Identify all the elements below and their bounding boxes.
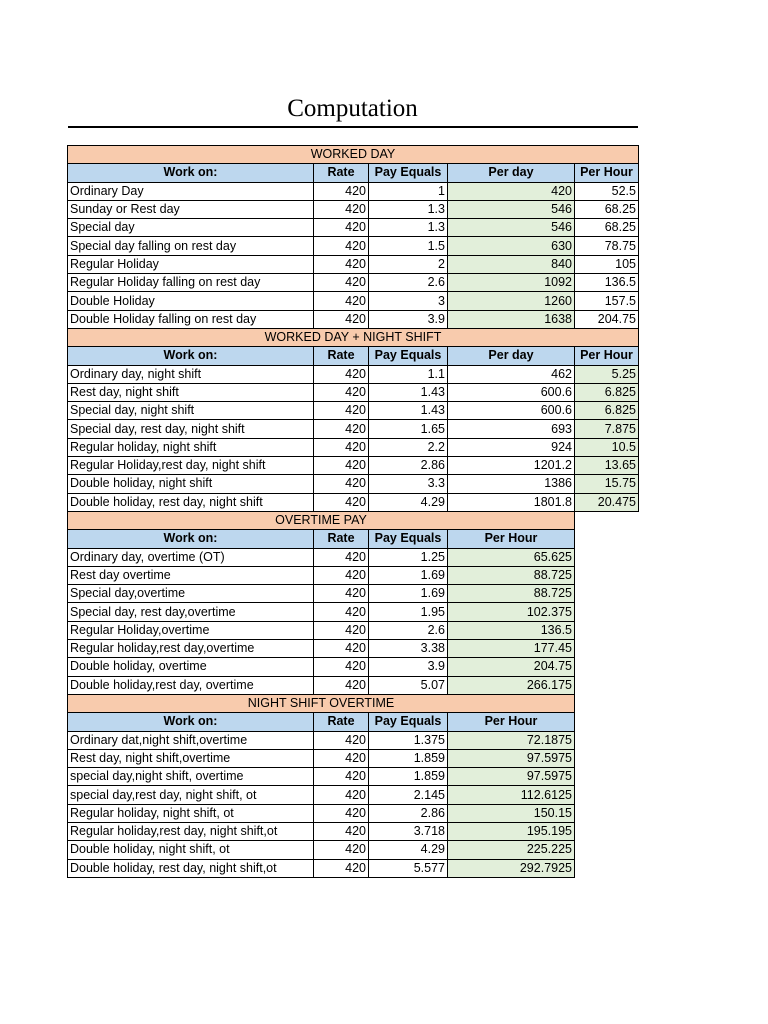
column-header: Pay Equals [369, 713, 448, 731]
work-on-cell: Double holiday,rest day, overtime [68, 676, 314, 694]
per-hour-cell: 7.875 [575, 420, 639, 438]
rate-cell: 420 [314, 475, 369, 493]
work-on-cell: Double holiday, rest day, night shift [68, 493, 314, 511]
pay-equals-cell: 5.07 [369, 676, 448, 694]
per-hour-cell: 78.75 [575, 237, 639, 255]
pay-equals-cell: 1.3 [369, 219, 448, 237]
rate-cell: 420 [314, 200, 369, 218]
per-hour-cell: 102.375 [448, 603, 575, 621]
section-heading: NIGHT SHIFT OVERTIME [68, 694, 575, 712]
work-on-cell: Double Holiday [68, 292, 314, 310]
table-row [68, 731, 639, 749]
rate-cell: 420 [314, 566, 369, 584]
pay-equals-cell: 3.718 [369, 822, 448, 840]
rate-cell: 420 [314, 292, 369, 310]
pay-equals-cell: 5.577 [369, 859, 448, 877]
per-hour-cell: 157.5 [575, 292, 639, 310]
table-row [68, 585, 639, 603]
work-on-cell: Regular holiday,rest day,overtime [68, 640, 314, 658]
table-row [68, 310, 639, 328]
rate-cell: 420 [314, 859, 369, 877]
table-row [68, 438, 639, 456]
work-on-cell: Special day, night shift [68, 402, 314, 420]
work-on-cell: Regular Holiday,overtime [68, 621, 314, 639]
table-row [68, 621, 639, 639]
column-header: Rate [314, 713, 369, 731]
column-header: Pay Equals [369, 530, 448, 548]
pay-equals-cell: 1.5 [369, 237, 448, 255]
rate-cell: 420 [314, 603, 369, 621]
work-on-cell: Special day falling on rest day [68, 237, 314, 255]
per-day-cell: 546 [448, 200, 575, 218]
column-header-row [68, 164, 639, 182]
work-on-cell: special day,rest day, night shift, ot [68, 786, 314, 804]
per-hour-cell: 292.7925 [448, 859, 575, 877]
table-row [68, 841, 639, 859]
rate-cell: 420 [314, 365, 369, 383]
page-title: Computation [287, 95, 418, 122]
per-hour-cell: 15.75 [575, 475, 639, 493]
per-hour-cell: 136.5 [448, 621, 575, 639]
column-header: Work on: [68, 713, 314, 731]
table-row [68, 292, 639, 310]
per-day-cell: 1386 [448, 475, 575, 493]
table-row [68, 255, 639, 273]
per-hour-cell: 6.825 [575, 383, 639, 401]
work-on-cell: Special day, rest day,overtime [68, 603, 314, 621]
per-day-cell: 1260 [448, 292, 575, 310]
pay-equals-cell: 4.29 [369, 841, 448, 859]
pay-equals-cell: 1.65 [369, 420, 448, 438]
table-row [68, 383, 639, 401]
table-row [68, 457, 639, 475]
per-hour-cell: 68.25 [575, 219, 639, 237]
work-on-cell: Regular holiday, night shift, ot [68, 804, 314, 822]
rate-cell: 420 [314, 822, 369, 840]
table-row [68, 749, 639, 767]
pay-equals-cell: 2.86 [369, 457, 448, 475]
column-header: Work on: [68, 347, 314, 365]
section-heading: WORKED DAY [68, 146, 639, 164]
per-hour-cell: 225.225 [448, 841, 575, 859]
table-row [68, 274, 639, 292]
pay-equals-cell: 3.3 [369, 475, 448, 493]
pay-equals-cell: 2.6 [369, 274, 448, 292]
section-heading-row [68, 511, 639, 529]
table-row [68, 219, 639, 237]
per-hour-cell: 112.6125 [448, 786, 575, 804]
per-hour-cell: 266.175 [448, 676, 575, 694]
rate-cell: 420 [314, 438, 369, 456]
per-hour-cell: 204.75 [575, 310, 639, 328]
per-hour-cell: 65.625 [448, 548, 575, 566]
rate-cell: 420 [314, 237, 369, 255]
work-on-cell: Double Holiday falling on rest day [68, 310, 314, 328]
pay-equals-cell: 3.38 [369, 640, 448, 658]
pay-equals-cell: 1.3 [369, 200, 448, 218]
section-heading-row [68, 328, 639, 346]
rate-cell: 420 [314, 804, 369, 822]
table-row [68, 603, 639, 621]
table-row [68, 768, 639, 786]
pay-equals-cell: 1.69 [369, 566, 448, 584]
rate-cell: 420 [314, 493, 369, 511]
per-day-cell: 1638 [448, 310, 575, 328]
per-hour-cell: 72.1875 [448, 731, 575, 749]
per-hour-cell: 6.825 [575, 402, 639, 420]
per-hour-cell: 13.65 [575, 457, 639, 475]
rate-cell: 420 [314, 383, 369, 401]
rate-cell: 420 [314, 457, 369, 475]
column-header: Rate [314, 347, 369, 365]
column-header: Work on: [68, 164, 314, 182]
pay-equals-cell: 1.859 [369, 768, 448, 786]
rate-cell: 420 [314, 548, 369, 566]
section-heading-row [68, 146, 639, 164]
rate-cell: 420 [314, 219, 369, 237]
per-hour-cell: 88.725 [448, 566, 575, 584]
work-on-cell: special day,night shift, overtime [68, 768, 314, 786]
work-on-cell: Regular Holiday falling on rest day [68, 274, 314, 292]
per-hour-cell: 52.5 [575, 182, 639, 200]
column-header: Per Hour [448, 713, 575, 731]
computation-table [67, 145, 639, 878]
per-day-cell: 630 [448, 237, 575, 255]
table-row [68, 822, 639, 840]
rate-cell: 420 [314, 182, 369, 200]
table-row [68, 566, 639, 584]
work-on-cell: Special day,overtime [68, 585, 314, 603]
table-row [68, 640, 639, 658]
per-day-cell: 924 [448, 438, 575, 456]
column-header-row [68, 347, 639, 365]
per-hour-cell: 136.5 [575, 274, 639, 292]
per-day-cell: 420 [448, 182, 575, 200]
per-hour-cell: 204.75 [448, 658, 575, 676]
per-hour-cell: 10.5 [575, 438, 639, 456]
table-row [68, 804, 639, 822]
rate-cell: 420 [314, 420, 369, 438]
per-hour-cell: 177.45 [448, 640, 575, 658]
column-header-row [68, 530, 639, 548]
rate-cell: 420 [314, 402, 369, 420]
column-header: Rate [314, 530, 369, 548]
pay-equals-cell: 1.43 [369, 383, 448, 401]
rate-cell: 420 [314, 768, 369, 786]
per-hour-cell: 97.5975 [448, 768, 575, 786]
table-row [68, 182, 639, 200]
pay-equals-cell: 1.1 [369, 365, 448, 383]
table-row [68, 200, 639, 218]
section-heading: OVERTIME PAY [68, 511, 575, 529]
per-hour-cell: 88.725 [448, 585, 575, 603]
table-row [68, 548, 639, 566]
work-on-cell: Rest day, night shift [68, 383, 314, 401]
section-heading-row [68, 694, 639, 712]
per-day-cell: 1801.8 [448, 493, 575, 511]
rate-cell: 420 [314, 640, 369, 658]
column-header: Pay Equals [369, 164, 448, 182]
per-hour-cell: 68.25 [575, 200, 639, 218]
per-day-cell: 1092 [448, 274, 575, 292]
per-day-cell: 462 [448, 365, 575, 383]
rate-cell: 420 [314, 658, 369, 676]
work-on-cell: Ordinary day, overtime (OT) [68, 548, 314, 566]
table-row [68, 402, 639, 420]
pay-equals-cell: 3.9 [369, 658, 448, 676]
per-hour-cell: 150.15 [448, 804, 575, 822]
work-on-cell: Double holiday, night shift, ot [68, 841, 314, 859]
column-header: Rate [314, 164, 369, 182]
table-row [68, 658, 639, 676]
work-on-cell: Ordinary day, night shift [68, 365, 314, 383]
work-on-cell: Rest day overtime [68, 566, 314, 584]
per-day-cell: 693 [448, 420, 575, 438]
work-on-cell: Rest day, night shift,overtime [68, 749, 314, 767]
pay-equals-cell: 1.95 [369, 603, 448, 621]
pay-equals-cell: 3.9 [369, 310, 448, 328]
column-header: Pay Equals [369, 347, 448, 365]
pay-equals-cell: 2.145 [369, 786, 448, 804]
per-day-cell: 546 [448, 219, 575, 237]
per-day-cell: 840 [448, 255, 575, 273]
work-on-cell: Special day [68, 219, 314, 237]
pay-equals-cell: 2.2 [369, 438, 448, 456]
work-on-cell: Regular Holiday,rest day, night shift [68, 457, 314, 475]
table-row [68, 859, 639, 877]
column-header: Per Hour [575, 347, 639, 365]
work-on-cell: Double holiday, rest day, night shift,ot [68, 859, 314, 877]
rate-cell: 420 [314, 749, 369, 767]
table-row [68, 237, 639, 255]
rate-cell: 420 [314, 786, 369, 804]
section-heading: WORKED DAY + NIGHT SHIFT [68, 328, 639, 346]
work-on-cell: Special day, rest day, night shift [68, 420, 314, 438]
per-hour-cell: 105 [575, 255, 639, 273]
title-underline [68, 126, 638, 128]
table-row [68, 420, 639, 438]
pay-equals-cell: 2.86 [369, 804, 448, 822]
pay-equals-cell: 1.69 [369, 585, 448, 603]
pay-equals-cell: 2 [369, 255, 448, 273]
pay-equals-cell: 1.25 [369, 548, 448, 566]
pay-equals-cell: 3 [369, 292, 448, 310]
table-row [68, 493, 639, 511]
rate-cell: 420 [314, 255, 369, 273]
rate-cell: 420 [314, 621, 369, 639]
rate-cell: 420 [314, 274, 369, 292]
per-hour-cell: 97.5975 [448, 749, 575, 767]
per-hour-cell: 5.25 [575, 365, 639, 383]
pay-equals-cell: 1.375 [369, 731, 448, 749]
per-day-cell: 600.6 [448, 383, 575, 401]
work-on-cell: Double holiday, overtime [68, 658, 314, 676]
rate-cell: 420 [314, 841, 369, 859]
rate-cell: 420 [314, 731, 369, 749]
per-hour-cell: 195.195 [448, 822, 575, 840]
table-row [68, 786, 639, 804]
pay-equals-cell: 4.29 [369, 493, 448, 511]
work-on-cell: Ordinary dat,night shift,overtime [68, 731, 314, 749]
per-day-cell: 600.6 [448, 402, 575, 420]
column-header: Per Hour [448, 530, 575, 548]
per-day-cell: 1201.2 [448, 457, 575, 475]
work-on-cell: Ordinary Day [68, 182, 314, 200]
column-header: Work on: [68, 530, 314, 548]
column-header: Per day [448, 164, 575, 182]
column-header-row [68, 713, 639, 731]
table-row [68, 676, 639, 694]
work-on-cell: Regular holiday,rest day, night shift,ot [68, 822, 314, 840]
work-on-cell: Double holiday, night shift [68, 475, 314, 493]
work-on-cell: Regular holiday, night shift [68, 438, 314, 456]
rate-cell: 420 [314, 676, 369, 694]
pay-equals-cell: 1.43 [369, 402, 448, 420]
column-header: Per day [448, 347, 575, 365]
table-row [68, 475, 639, 493]
pay-equals-cell: 1 [369, 182, 448, 200]
work-on-cell: Regular Holiday [68, 255, 314, 273]
per-hour-cell: 20.475 [575, 493, 639, 511]
pay-equals-cell: 1.859 [369, 749, 448, 767]
work-on-cell: Sunday or Rest day [68, 200, 314, 218]
pay-equals-cell: 2.6 [369, 621, 448, 639]
rate-cell: 420 [314, 585, 369, 603]
table-row [68, 365, 639, 383]
column-header: Per Hour [575, 164, 639, 182]
rate-cell: 420 [314, 310, 369, 328]
